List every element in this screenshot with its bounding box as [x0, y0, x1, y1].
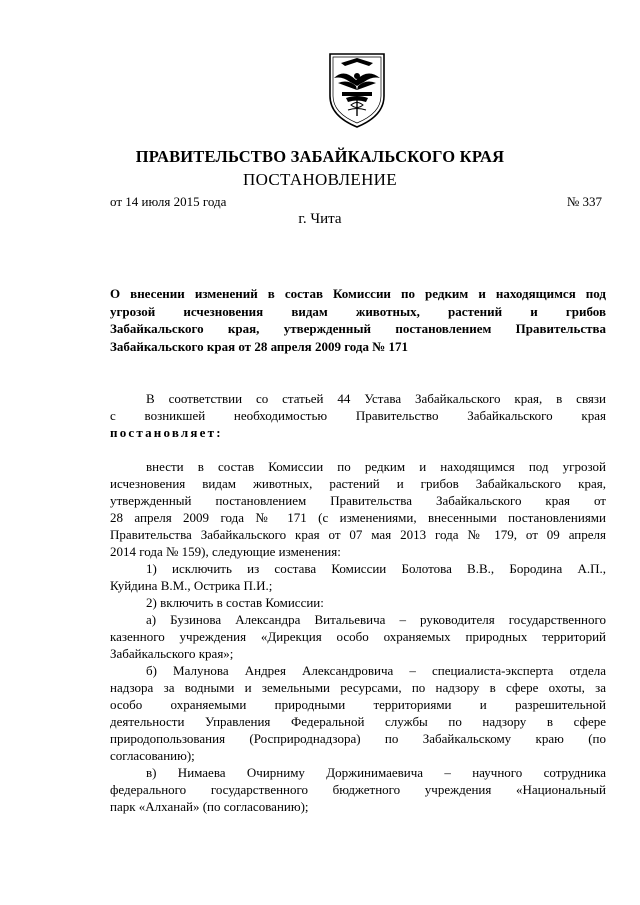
body-line: казенного учреждения «Дирекция особо охраняемых природных территорий: [110, 629, 606, 644]
document-city: г. Чита: [298, 211, 342, 227]
document-date: от 14 июля 2015 года: [110, 194, 227, 209]
body-line: федерального государственного бюджетного учреждения «Национальный: [110, 782, 606, 797]
document-subject: [110, 285, 606, 355]
resolves-word: постановляет:: [110, 425, 223, 440]
resolution-body: [110, 458, 606, 815]
preamble-line: В соответствии со статьей 44 Устава Забайкальского края, в связи: [146, 391, 606, 406]
preamble-line: с возникшей необходимостью Правительство Забайкальского края: [110, 408, 606, 423]
body-line: Куйдина В.М., Острика П.И.;: [110, 578, 273, 593]
body-line: согласованию);: [110, 748, 195, 763]
body-line: деятельности Управления Федеральной службы по надзору в сфере: [110, 714, 606, 729]
body-line: утвержденный постановлением Правительства Забайкальского края от: [110, 493, 606, 508]
subject-line: угрозой исчезновения видам животных, растений и грибов: [110, 303, 606, 319]
body-line: надзора за водными и земельными ресурсами, по надзору в сфере охоты, за: [110, 680, 606, 695]
government-title: ПРАВИТЕЛЬСТВО ЗАБАЙКАЛЬСКОГО КРАЯ: [135, 147, 505, 166]
subject-line: О внесении изменений в состав Комиссии по редким и находящимся под: [110, 286, 606, 301]
body-line: 2014 года № 159), следующие изменения:: [110, 544, 341, 559]
body-line: 28 апреля 2009 года № 171 (с изменениями, внесенными постановлениями: [110, 510, 606, 525]
body-line: природопользования (Росприроднадзора) по Забайкальскому краю (по: [110, 731, 606, 746]
subject-line: Забайкальского края от 28 апреля 2009 года № 171: [110, 338, 409, 354]
body-line: 1) исключить из состава Комиссии Болотова В.В., Бородина А.П.,: [146, 561, 606, 576]
coat-of-arms-emblem: [324, 50, 390, 130]
body-line: а) Бузинова Александра Витальевича – руководителя государственного: [146, 612, 606, 627]
document-number: № 337: [566, 194, 602, 209]
body-line: парк «Алханай» (по согласованию);: [110, 799, 309, 814]
body-line: особо охраняемыми природными территориями и разрешительной: [110, 697, 606, 712]
subject-line: Забайкальского края, утвержденный постановлением Правительства: [110, 321, 606, 336]
body-line: Забайкальского края»;: [110, 646, 234, 661]
body-line: внести в состав Комиссии по редким и находящимся под угрозой: [146, 459, 606, 474]
body-line: 2) включить в состав Комиссии:: [146, 595, 324, 610]
body-line: б) Малунова Андрея Александровича – специалиста-эксперта отдела: [146, 663, 606, 678]
document-type-title: ПОСТАНОВЛЕНИЕ: [243, 170, 397, 189]
body-line: Правительства Забайкальского края от 07 мая 2013 года № 179, от 09 апреля: [110, 527, 606, 542]
preamble-paragraph: [110, 390, 606, 441]
body-line: в) Нимаева Очирниму Доржинимаевича – научного сотрудника: [146, 765, 606, 780]
body-line: исчезновения видам животных, растений и грибов Забайкальского края,: [110, 476, 606, 491]
